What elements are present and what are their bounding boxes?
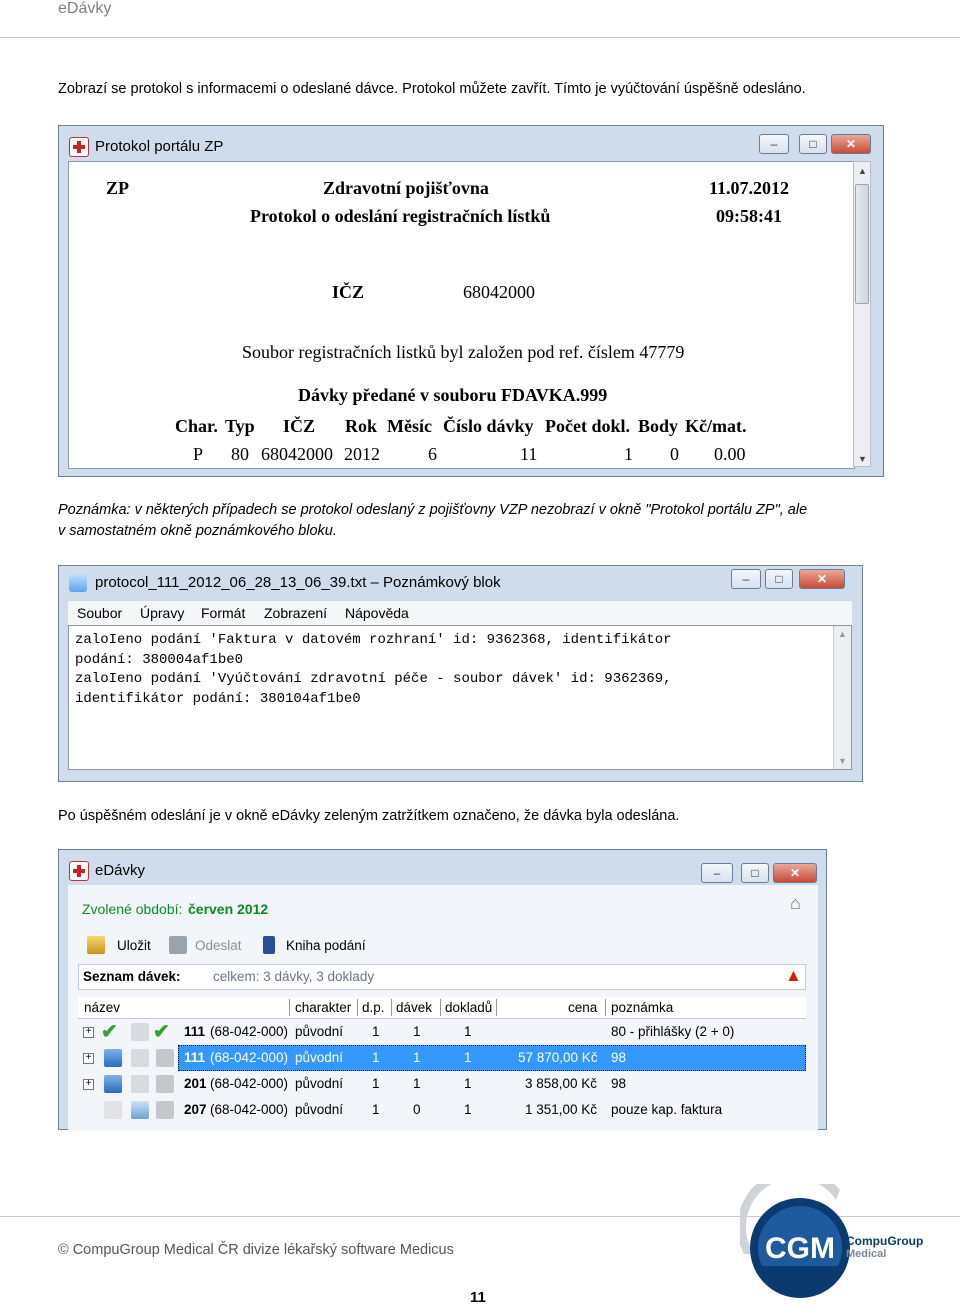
- cell-poznamka: 98: [611, 1050, 627, 1065]
- text-line: zaloIeno podání 'Vyúčtování zdravotní péče - soubor dávek' id: 9362369,: [75, 671, 672, 687]
- col-mesic: Měsíc: [387, 416, 432, 436]
- svg-text:CGM: CGM: [765, 1232, 835, 1265]
- cell-typ: 80: [231, 444, 249, 464]
- submission-book-button[interactable]: Kniha podání: [286, 938, 366, 953]
- cell-dp: 1: [372, 1102, 380, 1117]
- menu-napoveda[interactable]: Nápověda: [345, 605, 409, 621]
- batch-number: 111: [184, 1024, 206, 1039]
- window-title: Protokol portálu ZP: [95, 138, 224, 155]
- col-icz: IČZ: [283, 416, 316, 436]
- pending-icon: [156, 1075, 174, 1093]
- svg-text:Medical: Medical: [846, 1248, 887, 1260]
- document-icon: [131, 1023, 149, 1041]
- cell-poznamka: pouze kap. faktura: [611, 1102, 723, 1117]
- list-summary: celkem: 3 dávky, 3 doklady: [213, 969, 375, 984]
- vertical-scrollbar[interactable]: [833, 626, 851, 769]
- home-icon[interactable]: ⌂: [790, 893, 801, 913]
- menu-upravy[interactable]: Úpravy: [140, 605, 185, 621]
- col-charakter[interactable]: charakter: [295, 1000, 352, 1015]
- paragraph-3: Po úspěšném odeslání je v okně eDávky zeleným zatržítkem označeno, že dávka byla odeslána.: [58, 808, 680, 824]
- zp-label: ZP: [106, 178, 130, 198]
- disk-icon: [104, 1101, 122, 1119]
- cell-davek: 1: [413, 1050, 421, 1065]
- disk-icon: [104, 1049, 122, 1067]
- col-body: Body: [638, 416, 679, 436]
- cell-body: 0: [670, 444, 679, 464]
- sent-check-icon: ✔: [153, 1021, 170, 1043]
- batches-heading: Dávky předané v souboru FDAVKA.999: [298, 385, 608, 405]
- batch-number: 207: [184, 1102, 207, 1117]
- period-value[interactable]: červen 2012: [188, 901, 269, 917]
- column-header-row: [78, 997, 806, 1019]
- icz-value: 68042000: [463, 282, 535, 302]
- close-button[interactable]: ✕: [831, 134, 871, 154]
- col-cena[interactable]: cena: [568, 1000, 598, 1015]
- sent-check-icon: ✔: [101, 1021, 118, 1043]
- col-kc-mat: Kč/mat.: [685, 416, 747, 436]
- edavky-window: [58, 849, 827, 1130]
- col-typ: Typ: [225, 416, 255, 436]
- book-icon: [263, 936, 275, 954]
- menu-soubor[interactable]: Soubor: [77, 605, 123, 621]
- maximize-button[interactable]: □: [741, 863, 769, 883]
- protocol-heading-1: Zdravotní pojišťovna: [323, 178, 489, 198]
- cell-charakter: původní: [295, 1024, 344, 1039]
- col-poznamka[interactable]: poznámka: [611, 1000, 674, 1015]
- protocol-date: 11.07.2012: [709, 178, 790, 198]
- text-line: zaloIeno podání 'Faktura v datovém rozhraní' id: 9362368, identifikátor: [75, 632, 672, 648]
- first-aid-icon: [69, 137, 89, 157]
- pending-icon: [156, 1049, 174, 1067]
- cell-icz: 68042000: [261, 444, 333, 464]
- protocol-window: [58, 125, 884, 477]
- paragraph-1: Zobrazí se protokol s informacemi o odeslané dávce. Protokol můžete zavřít. Tímto je vyúčtování úspěšně odesláno.: [58, 81, 806, 97]
- cgm-logo: [740, 1184, 940, 1304]
- cell-dokladu: 1: [464, 1076, 472, 1091]
- menu-bar: [68, 601, 852, 625]
- minimize-button[interactable]: –: [701, 863, 733, 883]
- protocol-content: [68, 161, 855, 469]
- scroll-thumb[interactable]: [855, 184, 869, 304]
- col-char: Char.: [175, 416, 218, 436]
- close-button[interactable]: ✕: [799, 569, 845, 589]
- minimize-button[interactable]: –: [731, 569, 761, 589]
- header-divider: [0, 37, 960, 38]
- text-line: identifikátor podání: 380104af1be0: [75, 691, 361, 707]
- cell-cislo: 11: [520, 444, 538, 464]
- cell-cena: 1 351,00 Kč: [525, 1102, 598, 1117]
- notepad-title: protocol_111_2012_06_28_13_06_39.txt – Poznámkový blok: [95, 574, 501, 591]
- save-icon: [87, 936, 105, 954]
- page-number: 11: [470, 1289, 486, 1306]
- table-row[interactable]: [78, 1097, 806, 1123]
- vertical-scrollbar[interactable]: [853, 161, 871, 467]
- batch-number: 111: [184, 1050, 206, 1065]
- document-icon: [131, 1075, 149, 1093]
- cell-poznamka: 98: [611, 1076, 627, 1091]
- batch-code: (68-042-000): [210, 1102, 289, 1117]
- list-header-bar: [78, 964, 806, 990]
- minimize-button[interactable]: –: [759, 134, 789, 154]
- batch-code: (68-042-000): [210, 1024, 289, 1039]
- protocol-heading-2: Protokol o odeslání registračních lístků: [250, 206, 551, 226]
- expand-icon[interactable]: +: [83, 1053, 94, 1064]
- icz-label: IČZ: [332, 282, 365, 302]
- cell-dokladu: 1: [464, 1024, 472, 1039]
- svg-text:CompuGroup: CompuGroup: [846, 1234, 924, 1248]
- cell-mesic: 6: [428, 444, 437, 464]
- disk-icon: [104, 1075, 122, 1093]
- list-title: Seznam dávek:: [83, 969, 181, 984]
- table-row[interactable]: [78, 1019, 806, 1045]
- edavky-content: [68, 885, 818, 1131]
- send-button[interactable]: Odeslat: [195, 938, 242, 953]
- col-rok: Rok: [345, 416, 378, 436]
- cell-dp: 1: [372, 1076, 380, 1091]
- expand-icon[interactable]: +: [83, 1027, 94, 1038]
- batch-code: (68-042-000): [210, 1050, 289, 1065]
- protocol-time: 09:58:41: [716, 206, 782, 226]
- batch-number: 201: [184, 1076, 207, 1091]
- edavky-title: eDávky: [95, 862, 146, 879]
- text-line: podání: 380004af1be0: [75, 652, 244, 668]
- notepad-icon: [69, 574, 87, 592]
- maximize-button[interactable]: □: [799, 134, 827, 154]
- batch-code: (68-042-000): [210, 1076, 289, 1091]
- cell-dokladu: 1: [464, 1102, 472, 1117]
- col-cislo-davky: Číslo dávky: [443, 416, 534, 436]
- menu-zobrazeni[interactable]: Zobrazení: [264, 605, 328, 621]
- first-aid-icon: [69, 861, 89, 881]
- cell-davek: 0: [413, 1102, 421, 1117]
- header-title: eDávky: [58, 0, 112, 17]
- paragraph-2-line-2: v samostatném okně poznámkového bloku.: [58, 523, 337, 539]
- cell-davek: 1: [413, 1024, 421, 1039]
- col-dp[interactable]: d.p.: [362, 1000, 385, 1015]
- cell-rok: 2012: [344, 444, 380, 464]
- table-row-selected[interactable]: [78, 1045, 806, 1071]
- notepad-window: [58, 565, 863, 782]
- pending-icon: [156, 1101, 174, 1119]
- cell-cena: 57 870,00 Kč: [518, 1050, 598, 1065]
- scroll-down-icon[interactable]: ▼: [858, 454, 867, 464]
- cell-charakter: původní: [295, 1050, 344, 1065]
- invoice-icon: [131, 1101, 149, 1119]
- maximize-button[interactable]: □: [765, 569, 793, 589]
- col-davek[interactable]: dávek: [396, 1000, 433, 1015]
- menu-format[interactable]: Formát: [201, 605, 246, 621]
- cell-dp: 1: [372, 1050, 380, 1065]
- close-button[interactable]: ✕: [773, 863, 817, 883]
- document-icon: [131, 1049, 149, 1067]
- notepad-text-area[interactable]: [68, 625, 852, 770]
- cell-dokladu: 1: [464, 1050, 472, 1065]
- cell-dp: 1: [372, 1024, 380, 1039]
- col-pocet-dokl: Počet dokl.: [545, 416, 630, 436]
- paragraph-2-line-1: Poznámka: v některých případech se protokol odeslaný z pojišťovny VZP nezobrazí v okně "Protokol portálu ZP", ale: [58, 502, 808, 518]
- table-row[interactable]: [78, 1071, 806, 1097]
- file-note: Soubor registračních listků byl založen pod ref. číslem 47779: [242, 342, 685, 362]
- scroll-up-icon[interactable]: ▲: [858, 166, 867, 176]
- scroll-up-icon[interactable]: ▲: [838, 629, 847, 639]
- scroll-down-icon[interactable]: ▼: [838, 756, 847, 766]
- footer-copyright: © CompuGroup Medical ČR divize lékařský software Medicus: [58, 1242, 454, 1258]
- save-button[interactable]: Uložit: [117, 938, 151, 953]
- expand-icon[interactable]: +: [83, 1079, 94, 1090]
- cell-charakter: původní: [295, 1102, 344, 1117]
- cell-kc: 0.00: [714, 444, 746, 464]
- period-label: Zvolené období:: [82, 901, 183, 917]
- cell-poznamka: 80 - přihlášky (2 + 0): [611, 1024, 735, 1039]
- col-dokladu[interactable]: dokladů: [445, 1000, 493, 1015]
- cell-char: P: [193, 444, 204, 464]
- col-nazev[interactable]: název: [84, 1000, 121, 1015]
- cell-davek: 1: [413, 1076, 421, 1091]
- cell-cena: 3 858,00 Kč: [525, 1076, 598, 1091]
- cell-charakter: původní: [295, 1076, 344, 1091]
- send-icon: [169, 936, 187, 954]
- cell-pocet: 1: [624, 444, 633, 464]
- warning-icon[interactable]: ▲: [785, 966, 802, 985]
